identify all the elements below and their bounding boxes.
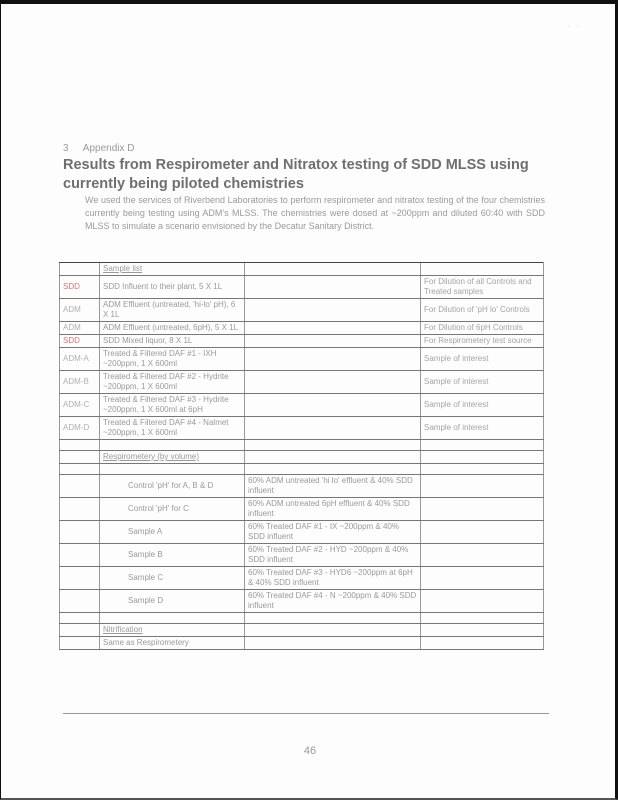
empty-cell [245, 263, 421, 276]
empty-cell [60, 544, 100, 567]
sample-code: SDD [60, 335, 100, 348]
empty-cell [245, 348, 421, 371]
sample-description: SDD Influent to their plant, 5 X 1L [100, 276, 245, 299]
empty-cell [60, 590, 100, 613]
respirometery-description: 60% ADM untreated 6pH effluent & 40% SDD influent [245, 498, 421, 521]
appendix-number: 3 [63, 143, 69, 154]
empty-cell [421, 464, 544, 475]
empty-cell [60, 440, 100, 451]
empty-cell [421, 263, 544, 276]
empty-cell [60, 624, 100, 637]
table-row [60, 464, 544, 475]
table-row [60, 417, 544, 440]
empty-cell [245, 335, 421, 348]
table-row [60, 498, 544, 521]
sample-code: SDD [60, 276, 100, 299]
footer-rule [63, 713, 549, 714]
sample-note: Sample of interest [421, 348, 544, 371]
table-row [60, 348, 544, 371]
empty-cell [60, 498, 100, 521]
empty-cell [100, 613, 245, 624]
sample-list-header: Sample list [100, 263, 245, 276]
empty-cell [60, 637, 100, 650]
sample-note: For Respirometery test source [421, 335, 544, 348]
empty-cell [60, 521, 100, 544]
table-row [60, 276, 544, 299]
page-title: Results from Respirometer and Nitratox testing of SDD MLSS using currently being piloted chemistries [63, 157, 529, 192]
respirometery-description: 60% Treated DAF #1 - IX ~200ppm & 40% SDD influent [245, 521, 421, 544]
empty-cell [245, 440, 421, 451]
empty-cell [100, 440, 245, 451]
empty-cell [421, 637, 544, 650]
table-row [60, 263, 544, 276]
respirometery-sample: Control 'pH' for C [100, 498, 245, 521]
empty-cell [245, 464, 421, 475]
empty-cell [421, 451, 544, 464]
empty-cell [421, 521, 544, 544]
empty-cell [60, 263, 100, 276]
results-table [59, 262, 544, 650]
sample-description: SDD Mixed liquor, 8 X 1L [100, 335, 245, 348]
table-row [60, 451, 544, 464]
scan-top-border [1, 0, 618, 4]
table-row [60, 322, 544, 335]
sample-code: ADM [60, 299, 100, 322]
sample-note: Sample of interest [421, 371, 544, 394]
corner-mark: · · [567, 22, 581, 31]
table-row [60, 440, 544, 451]
empty-cell [245, 624, 421, 637]
sample-code: ADM-C [60, 394, 100, 417]
nitrification-note: Same as Respirometery [100, 637, 245, 650]
sample-note: For Dilution of 6pH Controls [421, 322, 544, 335]
empty-cell [245, 451, 421, 464]
appendix-heading [63, 143, 135, 154]
empty-cell [60, 613, 100, 624]
empty-cell [245, 613, 421, 624]
empty-cell [421, 475, 544, 498]
sample-description: ADM Effluent (untreated, 6pH), 5 X 1L [100, 322, 245, 335]
empty-cell [245, 322, 421, 335]
empty-cell [100, 464, 245, 475]
empty-cell [60, 464, 100, 475]
sample-code: ADM [60, 322, 100, 335]
empty-cell [60, 567, 100, 590]
respirometery-description: 60% Treated DAF #2 - HYD ~200ppm & 40% SDD influent [245, 544, 421, 567]
sample-code: ADM-B [60, 371, 100, 394]
empty-cell [60, 451, 100, 464]
sample-description: Treated & Filtered DAF #2 - Hydrite ~200ppm, 1 X 600ml [100, 371, 245, 394]
empty-cell [245, 371, 421, 394]
empty-cell [245, 299, 421, 322]
respirometery-description: 60% ADM untreated 'hi lo' effluent & 40% SDD influent [245, 475, 421, 498]
respirometery-sample: Sample A [100, 521, 245, 544]
empty-cell [421, 440, 544, 451]
table-row [60, 590, 544, 613]
respirometery-description: 60% Treated DAF #3 - HYD6 ~200ppm at 6pH & 40% SDD influent [245, 567, 421, 590]
empty-cell [245, 394, 421, 417]
table-row [60, 521, 544, 544]
respirometery-sample: Sample C [100, 567, 245, 590]
sample-description: ADM Effluent (untreated, 'hi-lo' pH), 6 X 1L [100, 299, 245, 322]
empty-cell [245, 637, 421, 650]
sample-description: Treated & Filtered DAF #3 - Hydrite ~200ppm, 1 X 600ml at 6pH [100, 394, 245, 417]
sample-note: Sample of interest [421, 394, 544, 417]
table-row [60, 475, 544, 498]
sample-description: Treated & Filtered DAF #4 - Nalmet ~200ppm, 1 X 600ml [100, 417, 245, 440]
table-row [60, 637, 544, 650]
sample-note: Sample of interest [421, 417, 544, 440]
table-row [60, 567, 544, 590]
empty-cell [421, 498, 544, 521]
sample-description: Treated & Filtered DAF #1 - IXH ~200ppm, 1 X 600ml [100, 348, 245, 371]
table-row [60, 394, 544, 417]
empty-cell [421, 544, 544, 567]
respirometery-header: Respirometery (by volume) [100, 451, 245, 464]
empty-cell [421, 567, 544, 590]
table-row [60, 371, 544, 394]
table-row [60, 335, 544, 348]
empty-cell [245, 417, 421, 440]
sample-note: For Dilution of 'pH lo' Controls [421, 299, 544, 322]
appendix-label: Appendix D [82, 143, 135, 154]
respirometery-description: 60% Treated DAF #4 - N ~200ppm & 40% SDD influent [245, 590, 421, 613]
respirometery-sample: Sample D [100, 590, 245, 613]
sample-note: For Dilution of all Controls and Treated samples [421, 276, 544, 299]
nitrification-header: Nitrification [100, 624, 245, 637]
sample-code: ADM-D [60, 417, 100, 440]
empty-cell [421, 590, 544, 613]
table-row [60, 624, 544, 637]
sample-code: ADM-A [60, 348, 100, 371]
table-row [60, 299, 544, 322]
empty-cell [60, 475, 100, 498]
respirometery-sample: Sample B [100, 544, 245, 567]
empty-cell [421, 624, 544, 637]
respirometery-sample: Control 'pH' for A, B & D [100, 475, 245, 498]
empty-cell [245, 276, 421, 299]
intro-paragraph: We used the services of Riverbend Laboratories to perform respirometer and nitratox testing of the four chemistries currently being testing using ADM's MLSS. The chemistries were dosed at ~200ppm and diluted 60:40 with SDD MLSS to simulate a scenario envisioned by the Decatur Sanitary District. [85, 195, 545, 231]
table-row [60, 544, 544, 567]
table-row [60, 613, 544, 624]
empty-cell [421, 613, 544, 624]
page-number: 46 [303, 745, 317, 757]
